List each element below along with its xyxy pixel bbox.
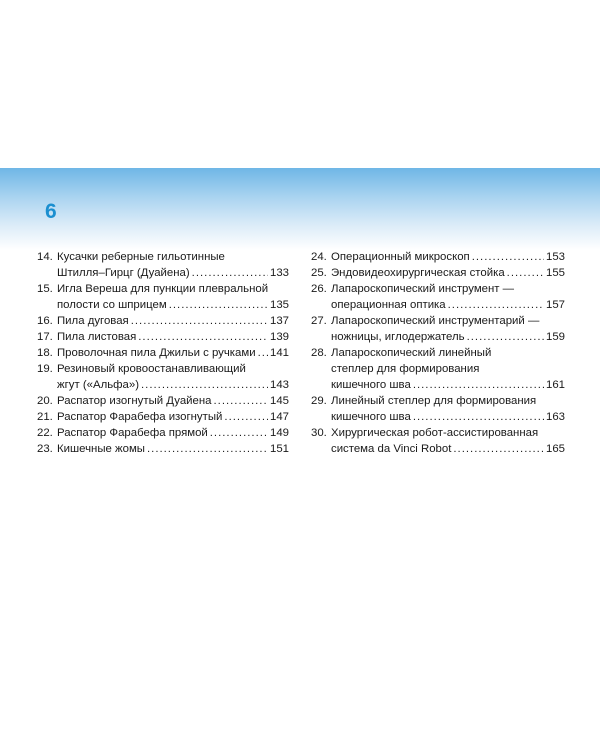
- toc-dot-leader: [147, 441, 268, 457]
- toc-entry: [311, 313, 565, 345]
- toc-dot-leader: [413, 409, 544, 425]
- toc-entry-line: [311, 425, 565, 441]
- toc-entry-line: [37, 249, 289, 265]
- toc-entry-page: 151: [269, 443, 289, 455]
- toc-entry: [37, 425, 289, 441]
- toc-entry-line: [37, 281, 289, 297]
- toc-entry-page: 135: [269, 299, 289, 311]
- toc-entry-title: ножницы, иглодержатель: [331, 331, 465, 343]
- toc-entry-line: [311, 313, 565, 329]
- toc-entry-line: [311, 393, 565, 409]
- toc-dot-leader: [213, 393, 268, 409]
- toc-dot-leader: [192, 265, 268, 281]
- toc-entry-number: 18.: [37, 347, 53, 359]
- toc-entry-line: [311, 345, 565, 361]
- toc-dot-leader: [169, 297, 268, 313]
- toc-entry: [37, 249, 289, 281]
- toc-dot-leader: [138, 329, 268, 345]
- toc-entry: [37, 345, 289, 361]
- toc-entry-line: [37, 329, 289, 345]
- toc-dot-leader: [141, 377, 268, 393]
- toc-dot-leader: [258, 345, 268, 361]
- toc-entry-title: система da Vinci Robot: [331, 443, 452, 455]
- toc-entry-line: [311, 281, 565, 297]
- page-number: 6: [45, 200, 57, 223]
- toc-entry-line: [37, 297, 289, 313]
- toc-entry-line: [37, 361, 289, 377]
- toc-entry: [37, 409, 289, 425]
- toc-entry: [311, 249, 565, 265]
- toc-entry-page: 165: [545, 443, 565, 455]
- toc-entry-line: [37, 425, 289, 441]
- toc-entry-page: 155: [545, 267, 565, 279]
- toc-entry-title: Пила листовая: [57, 331, 137, 343]
- toc-entry-number: 23.: [37, 443, 53, 455]
- toc-entry-page: 153: [545, 251, 565, 263]
- toc-entry-number: 15.: [37, 283, 53, 295]
- toc-entry-number: 22.: [37, 427, 53, 439]
- toc-entry-title: Линейный степлер для формирования: [331, 395, 537, 407]
- toc-dot-leader: [210, 425, 268, 441]
- toc-entry: [311, 281, 565, 313]
- toc-entry-title: степлер для формирования: [331, 363, 480, 375]
- toc-entry-line: [311, 377, 565, 393]
- toc-entry-title: Лапароскопический линейный: [331, 347, 492, 359]
- toc-entry-number: 21.: [37, 411, 53, 423]
- toc-entry: [37, 313, 289, 329]
- toc-entry-page: 163: [545, 411, 565, 423]
- toc-entry-line: [311, 329, 565, 345]
- toc-left-column: [37, 249, 289, 457]
- toc-dot-leader: [224, 409, 268, 425]
- toc-entry-number: 19.: [37, 363, 53, 375]
- toc-entry: [311, 425, 565, 457]
- toc-entry-line: [37, 441, 289, 457]
- toc-entry-line: [311, 441, 565, 457]
- toc-dot-leader: [448, 297, 544, 313]
- toc-entry-number: 16.: [37, 315, 53, 327]
- toc-entry-title: Игла Вереша для пункции плевральной: [57, 283, 269, 295]
- toc-right-column: [311, 249, 565, 457]
- toc-entry: [311, 265, 565, 281]
- toc-entry: [37, 441, 289, 457]
- toc-entry-title: Лапароскопический инструментарий —: [331, 315, 540, 327]
- toc-entry-title: кишечного шва: [331, 411, 411, 423]
- toc-entry: [37, 393, 289, 409]
- toc-entry-number: 20.: [37, 395, 53, 407]
- toc-entry: [311, 345, 565, 393]
- toc-entry-line: [37, 313, 289, 329]
- toc-entry-title: Проволочная пила Джильи с ручками: [57, 347, 256, 359]
- toc-entry: [37, 329, 289, 345]
- toc-entry-line: [37, 265, 289, 281]
- toc-entry-page: 149: [269, 427, 289, 439]
- toc-entry: [311, 393, 565, 425]
- toc-entry-number: 14.: [37, 251, 53, 263]
- toc-entry-line: [37, 393, 289, 409]
- toc-entry-page: 161: [545, 379, 565, 391]
- toc-entry-title: Операционный микроскоп: [331, 251, 470, 263]
- toc-entry-title: жгут («Альфа»): [57, 379, 139, 391]
- toc-entry-number: 17.: [37, 331, 53, 343]
- toc-dot-leader: [131, 313, 268, 329]
- toc-entry-number: 27.: [311, 315, 327, 327]
- toc-entry-page: 159: [545, 331, 565, 343]
- toc-dot-leader: [507, 265, 544, 281]
- toc-entry-title: Резиновый кровоостанавливающий: [57, 363, 246, 375]
- toc-entry-page: 141: [269, 347, 289, 359]
- toc-entry-title: Кусачки реберные гильотинные: [57, 251, 225, 263]
- toc-entry-title: Штилля–Гирцг (Дуайена): [57, 267, 190, 279]
- toc-entry-page: 145: [269, 395, 289, 407]
- toc-entry-line: [311, 409, 565, 425]
- toc-entry-line: [37, 345, 289, 361]
- toc-entry-number: 24.: [311, 251, 327, 263]
- toc-dot-leader: [467, 329, 544, 345]
- toc-entry-title: Пила дуговая: [57, 315, 129, 327]
- toc-entry-page: 157: [545, 299, 565, 311]
- toc-entry-page: 137: [269, 315, 289, 327]
- toc-entry-title: Хирургическая робот-ассистированная: [331, 427, 539, 439]
- toc-entry-title: Кишечные жомы: [57, 443, 145, 455]
- toc-entry: [37, 281, 289, 313]
- toc-entry-line: [311, 297, 565, 313]
- toc-entry-title: полости со шприцем: [57, 299, 167, 311]
- toc-entry-page: 139: [269, 331, 289, 343]
- toc-entry-number: 30.: [311, 427, 327, 439]
- toc-entry-line: [37, 377, 289, 393]
- toc-dot-leader: [472, 249, 544, 265]
- toc-entry-page: 147: [269, 411, 289, 423]
- toc-dot-leader: [453, 441, 544, 457]
- toc-entry-number: 28.: [311, 347, 327, 359]
- toc-entry: [37, 361, 289, 393]
- toc-entry-line: [311, 361, 565, 377]
- toc-entry-title: Эндовидеохирургическая стойка: [331, 267, 505, 279]
- toc-entry-title: Распатор Фарабефа изогнутый: [57, 411, 223, 423]
- toc-dot-leader: [413, 377, 544, 393]
- toc-entry-number: 26.: [311, 283, 327, 295]
- toc-entry-title: операционная оптика: [331, 299, 446, 311]
- toc-entry-title: кишечного шва: [331, 379, 411, 391]
- toc-entry-line: [311, 249, 565, 265]
- toc-entry-page: 143: [269, 379, 289, 391]
- toc-entry-title: Лапароскопический инструмент —: [331, 283, 515, 295]
- toc-entry-number: 25.: [311, 267, 327, 279]
- toc-entry-page: 133: [269, 267, 289, 279]
- toc-entry-line: [311, 265, 565, 281]
- toc-entry-number: 29.: [311, 395, 327, 407]
- toc-entry-line: [37, 409, 289, 425]
- header-band: [0, 168, 600, 250]
- toc-entry-title: Распатор изогнутый Дуайена: [57, 395, 212, 407]
- toc-entry-title: Распатор Фарабефа прямой: [57, 427, 208, 439]
